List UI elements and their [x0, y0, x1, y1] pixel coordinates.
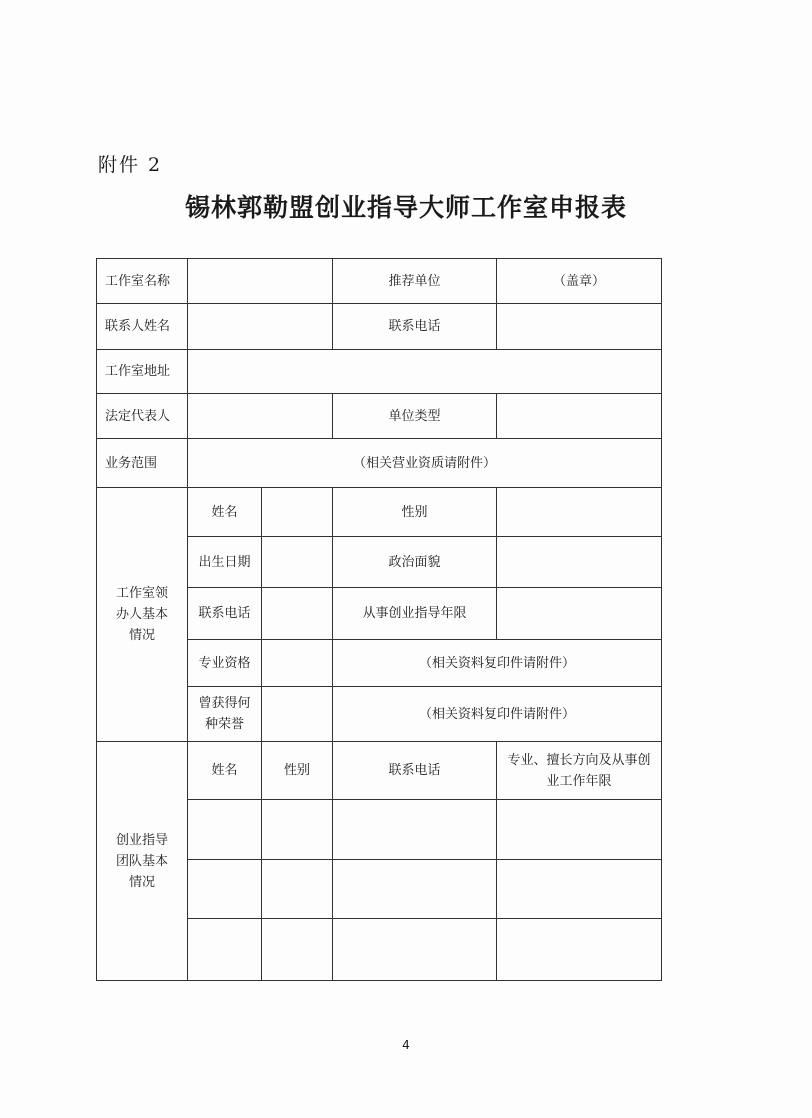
- team-gender-header: 性别: [262, 742, 333, 800]
- team-phone-header: 联系电话: [333, 742, 497, 800]
- team-member-name-field[interactable]: [188, 860, 262, 919]
- page-title: 锡林郭勒盟创业指导大师工作室申报表: [184, 193, 627, 222]
- leader-qualification-note: （相关资料复印件请附件）: [333, 640, 662, 687]
- team-member-name-field[interactable]: [188, 800, 262, 860]
- studio-name-field[interactable]: [188, 259, 333, 304]
- attachment-label: 附件 2: [98, 154, 163, 176]
- leader-qualification-field[interactable]: [262, 640, 333, 687]
- leader-guidance-years-label: 从事创业指导年限: [333, 588, 497, 640]
- page-number: 4: [402, 1038, 410, 1052]
- recommending-unit-label: 推荐单位: [333, 259, 497, 304]
- leader-honors-field[interactable]: [262, 687, 333, 742]
- leader-name-label: 姓名: [188, 488, 262, 537]
- team-member-specialty-field[interactable]: [497, 919, 662, 981]
- recommending-unit-field[interactable]: （盖章）: [497, 259, 662, 304]
- leader-political-status-field[interactable]: [497, 537, 662, 588]
- studio-name-label: 工作室名称: [97, 259, 188, 304]
- application-form-table: [96, 258, 662, 981]
- contact-phone-field[interactable]: [497, 304, 662, 350]
- leader-name-field[interactable]: [262, 488, 333, 537]
- contact-name-field[interactable]: [188, 304, 333, 350]
- row-studio-address: [97, 350, 662, 394]
- row-legal-rep: [97, 394, 662, 439]
- legal-rep-label: 法定代表人: [97, 394, 188, 439]
- unit-type-label: 单位类型: [333, 394, 497, 439]
- business-scope-field[interactable]: （相关营业资质请附件）: [188, 439, 662, 488]
- team-member-name-field[interactable]: [188, 919, 262, 981]
- studio-address-field[interactable]: [188, 350, 662, 394]
- leader-guidance-years-field[interactable]: [497, 588, 662, 640]
- team-name-header: 姓名: [188, 742, 262, 800]
- row-team-header: [97, 742, 662, 800]
- studio-address-label: 工作室地址: [97, 350, 188, 394]
- team-member-specialty-field[interactable]: [497, 860, 662, 919]
- row-leader-name: [97, 488, 662, 537]
- team-member-gender-field[interactable]: [262, 919, 333, 981]
- leader-birth-date-label: 出生日期: [188, 537, 262, 588]
- team-member-specialty-field[interactable]: [497, 800, 662, 860]
- leader-section-label: 工作室领办人基本情况: [97, 488, 188, 742]
- row-business-scope: [97, 439, 662, 488]
- team-member-phone-field[interactable]: [333, 800, 497, 860]
- legal-rep-field[interactable]: [188, 394, 333, 439]
- leader-phone-field[interactable]: [262, 588, 333, 640]
- team-member-phone-field[interactable]: [333, 919, 497, 981]
- leader-qualification-label: 专业资格: [188, 640, 262, 687]
- team-member-phone-field[interactable]: [333, 860, 497, 919]
- row-contact: [97, 304, 662, 350]
- team-member-gender-field[interactable]: [262, 800, 333, 860]
- leader-birth-date-field[interactable]: [262, 537, 333, 588]
- leader-gender-label: 性别: [333, 488, 497, 537]
- leader-honors-note: （相关资料复印件请附件）: [333, 687, 662, 742]
- contact-name-label: 联系人姓名: [97, 304, 188, 350]
- team-specialty-header: 专业、擅长方向及从事创业工作年限: [497, 742, 662, 800]
- row-studio-name: [97, 259, 662, 304]
- leader-political-status-label: 政治面貌: [333, 537, 497, 588]
- leader-honors-label: 曾获得何种荣誉: [188, 687, 262, 742]
- business-scope-label: 业务范围: [97, 439, 188, 488]
- unit-type-field[interactable]: [497, 394, 662, 439]
- leader-phone-label: 联系电话: [188, 588, 262, 640]
- team-member-gender-field[interactable]: [262, 860, 333, 919]
- team-section-label: 创业指导团队基本情况: [97, 742, 188, 981]
- contact-phone-label: 联系电话: [333, 304, 497, 350]
- leader-gender-field[interactable]: [497, 488, 662, 537]
